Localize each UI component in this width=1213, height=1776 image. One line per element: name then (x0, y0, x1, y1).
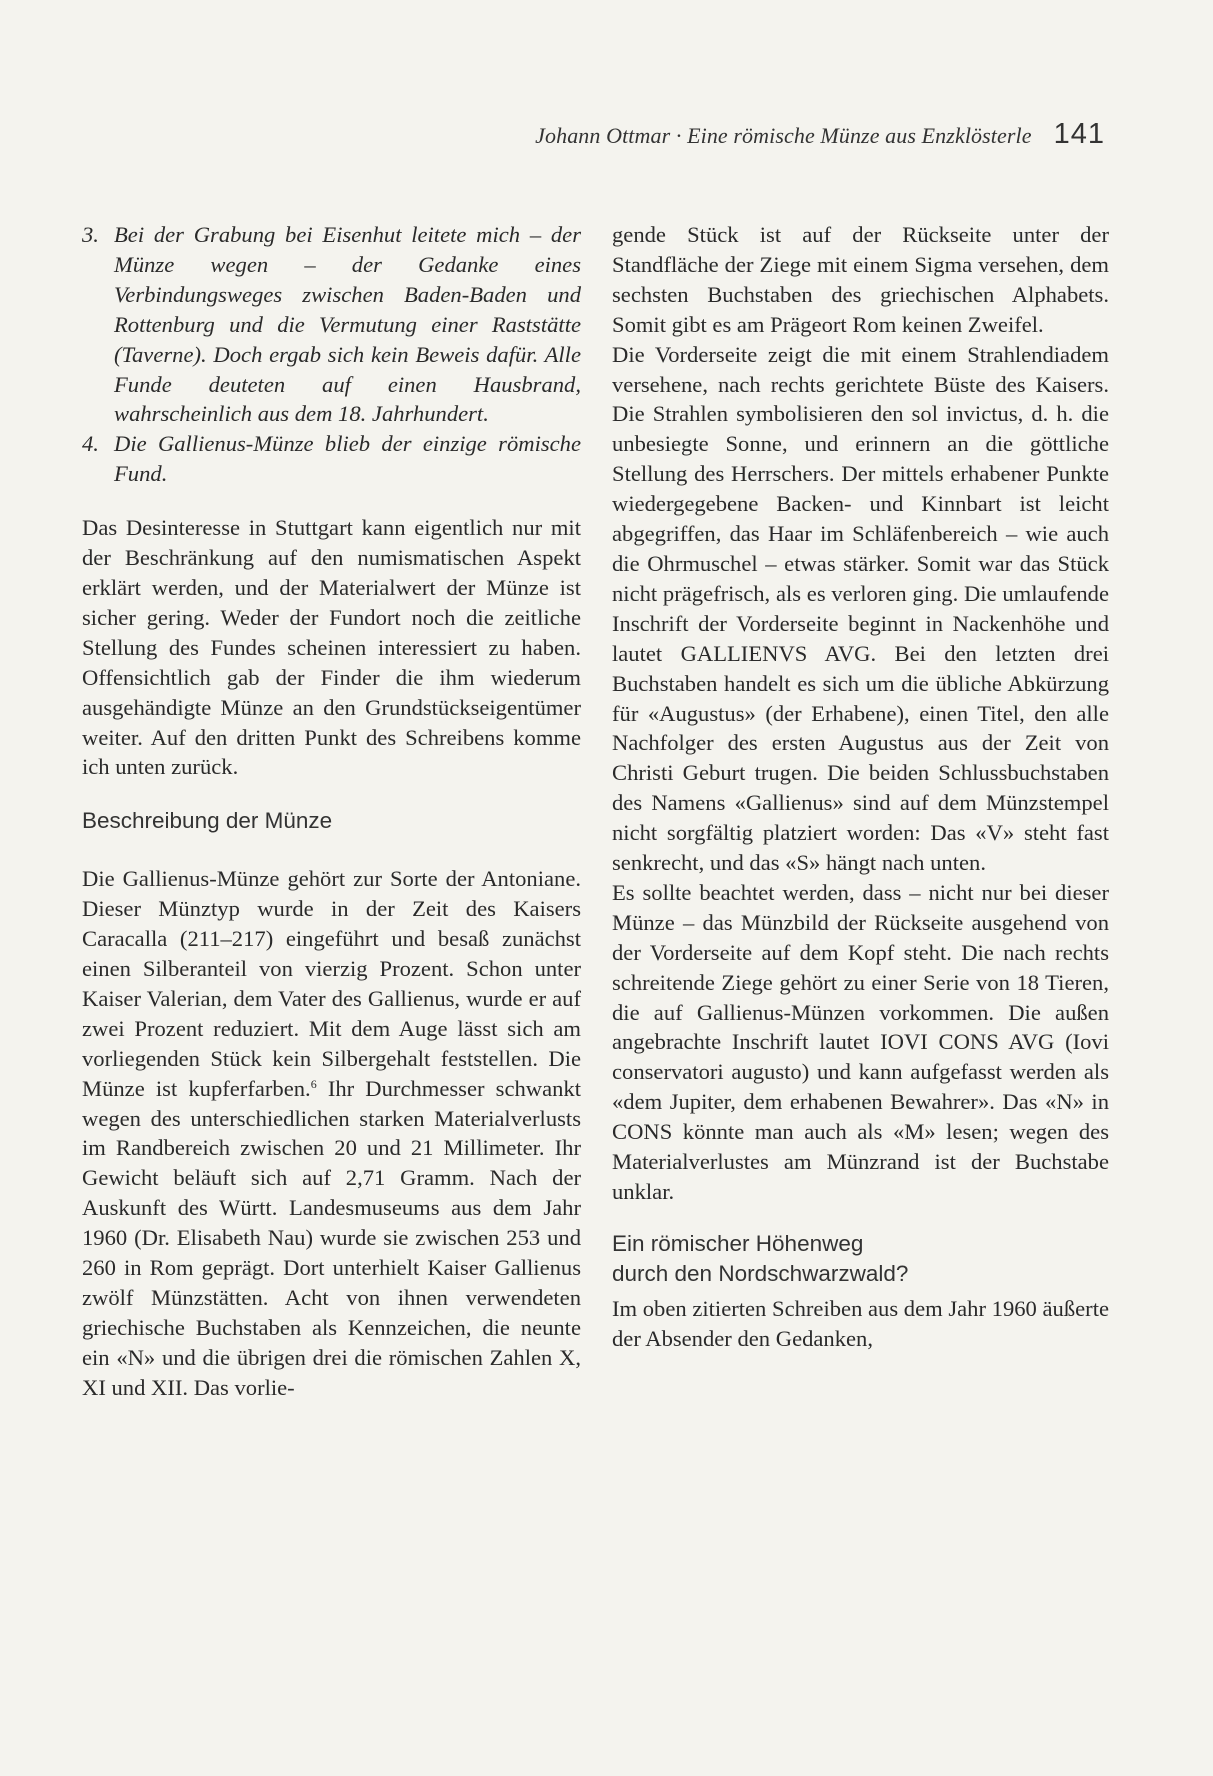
note-item (82, 220, 581, 429)
numbered-notes (82, 220, 581, 489)
left-column (82, 220, 581, 1403)
page-header (80, 118, 1105, 158)
body-paragraph: Das Desinteresse in Stuttgart kann eigentlich nur mit der Beschränkung auf den numismatischen Aspekt erklärt werden, und der Materialwert der Münze ist sicher gering. Weder der Fundort noch die zeitliche Stellung des Fundes scheinen interessiert zu haben. Offensichtlich gab der Finder die ihm wiederum ausgehändigte Münze an den Grundstückseigentümer weiter. Auf den dritten Punkt des Schreibens komme ich unten zurück. (82, 515, 581, 780)
body-paragraph (82, 864, 581, 1402)
body-paragraph: Im oben zitierten Schreiben aus dem Jahr 1960 äußerte der Absender den Gedanken, (612, 1295, 1109, 1351)
note-text: Bei der Grabung bei Eisenhut leitete mich – der Münze wegen – der Gedanke eines Verbindungsweges zwischen Baden-Baden und Rottenburg und die Vermutung einer Raststätte (Taverne). Doch ergab sich kein Beweis dafür. Alle Funde deuteten auf einen Hausbrand, wahrscheinlich aus dem 18. Jahrhundert. (114, 222, 581, 427)
footnote-reference: 6 (310, 1076, 317, 1091)
body-text: Die Gallienus-Münze gehört zur Sorte der Antoniane. Dieser Münztyp wurde in der Zeit des Kaisers Caracalla (211–217) eingeführt und besaß zunächst einen Silberanteil von vierzig Prozent. Schon unter Kaiser Valerian, dem Vater des Gallienus, wurde er auf zwei Prozent reduziert. Mit dem Auge lässt sich am vorliegenden Stück kein Silbergehalt feststellen. Die Münze ist kupferfarben. (82, 866, 581, 1101)
page-number: 141 (1053, 118, 1105, 150)
body-paragraph: gende Stück ist auf der Rückseite unter der Standfläche der Ziege mit einem Sigma versehen, dem sechsten Buchstaben des griechischen Alphabets. Somit gibt es am Prägeort Rom keinen Zweifel. (612, 222, 1109, 337)
section-heading: Beschreibung der Münze (82, 808, 333, 834)
body-paragraph: Die Vorderseite zeigt die mit einem Strahlendiadem versehene, nach rechts gerichtete Büste des Kaisers. Die Strahlen symbolisieren den sol invictus, d. h. die unbesiegte Sonne, und erinnern an die göttliche Stellung des Herrschers. Der mittels erhabener Punkte wiedergegebene Backen- und Kinnbart ist leicht abgegriffen, das Haar im Schläfenbereich – wie auch die Ohrmuschel – etwas stärker. Somit war das Stück nicht prägefrisch, als es verloren ging. Die umlaufende Inschrift der Vorderseite beginnt in Nackenhöhe und lautet GALLIENVS AVG. Bei den letzten drei Buchstaben handelt es sich um die übliche Abkürzung für «Augustus» (der Erhabene), einen Titel, den alle Nachfolger des ersten Augustus aus der Zeit von Christi Geburt trugen. Die beiden Schlussbuchstaben des Namens «Gallienus» sind auf dem Münzstempel nicht sorgfältig platziert worden: Das «V» steht fast senkrecht, und das «S» hängt nach unten. (612, 341, 1109, 876)
body-text: Ihr Durchmesser schwankt wegen des unterschiedlichen starken Materialverlusts im Randbereich zwischen 20 und 21 Millimeter. Ihr Gewicht beläuft sich auf 2,71 Gramm. Nach der Auskunft des Württ. Landesmuseums aus dem Jahr 1960 (Dr. Elisabeth Nau) wurde sie zwischen 253 und 260 in Rom geprägt. Dort unterhielt Kaiser Gallienus zwölf Münzstätten. Acht von ihnen verwendeten griechische Buchstaben als Kennzeichen, die neunte ein «N» und die übrigen drei die römischen Zahlen X, XI und XII. Das vorlie- (82, 1075, 581, 1400)
note-number: 4. (82, 431, 99, 457)
section-heading-line: durch den Nordschwarzwald? (612, 1260, 909, 1286)
note-text: Die Gallienus-Münze blieb der einzige römische Fund. (114, 431, 581, 487)
body-paragraph: Es sollte beachtet werden, dass – nicht nur bei dieser Münze – das Münzbild der Rückseite ausgehend von der Vorderseite auf dem Kopf steht. Die nach rechts schreitende Ziege gehört zu einer Serie von 18 Tieren, die auf Gallienus-Münzen vorkommen. Die außen angebrachte Inschrift lautet IOVI CONS AVG (Iovi conservatori augusto) und kann aufgefasst werden als «dem Jupiter, dem erhabenen Bewahrer». Das «N» in CONS könnte man auch als «M» lesen; wegen des Materialverlustes am Münzrand ist der Buchstabe unklar. (612, 879, 1109, 1204)
section-heading (612, 1229, 1109, 1289)
note-number: 3. (82, 222, 99, 247)
note-item (82, 429, 581, 489)
running-title: Johann Ottmar · Eine römische Münze aus Enzklösterle (535, 123, 1032, 148)
section-heading-line: Ein römischer Höhenweg (612, 1230, 864, 1256)
right-column (612, 220, 1109, 1354)
